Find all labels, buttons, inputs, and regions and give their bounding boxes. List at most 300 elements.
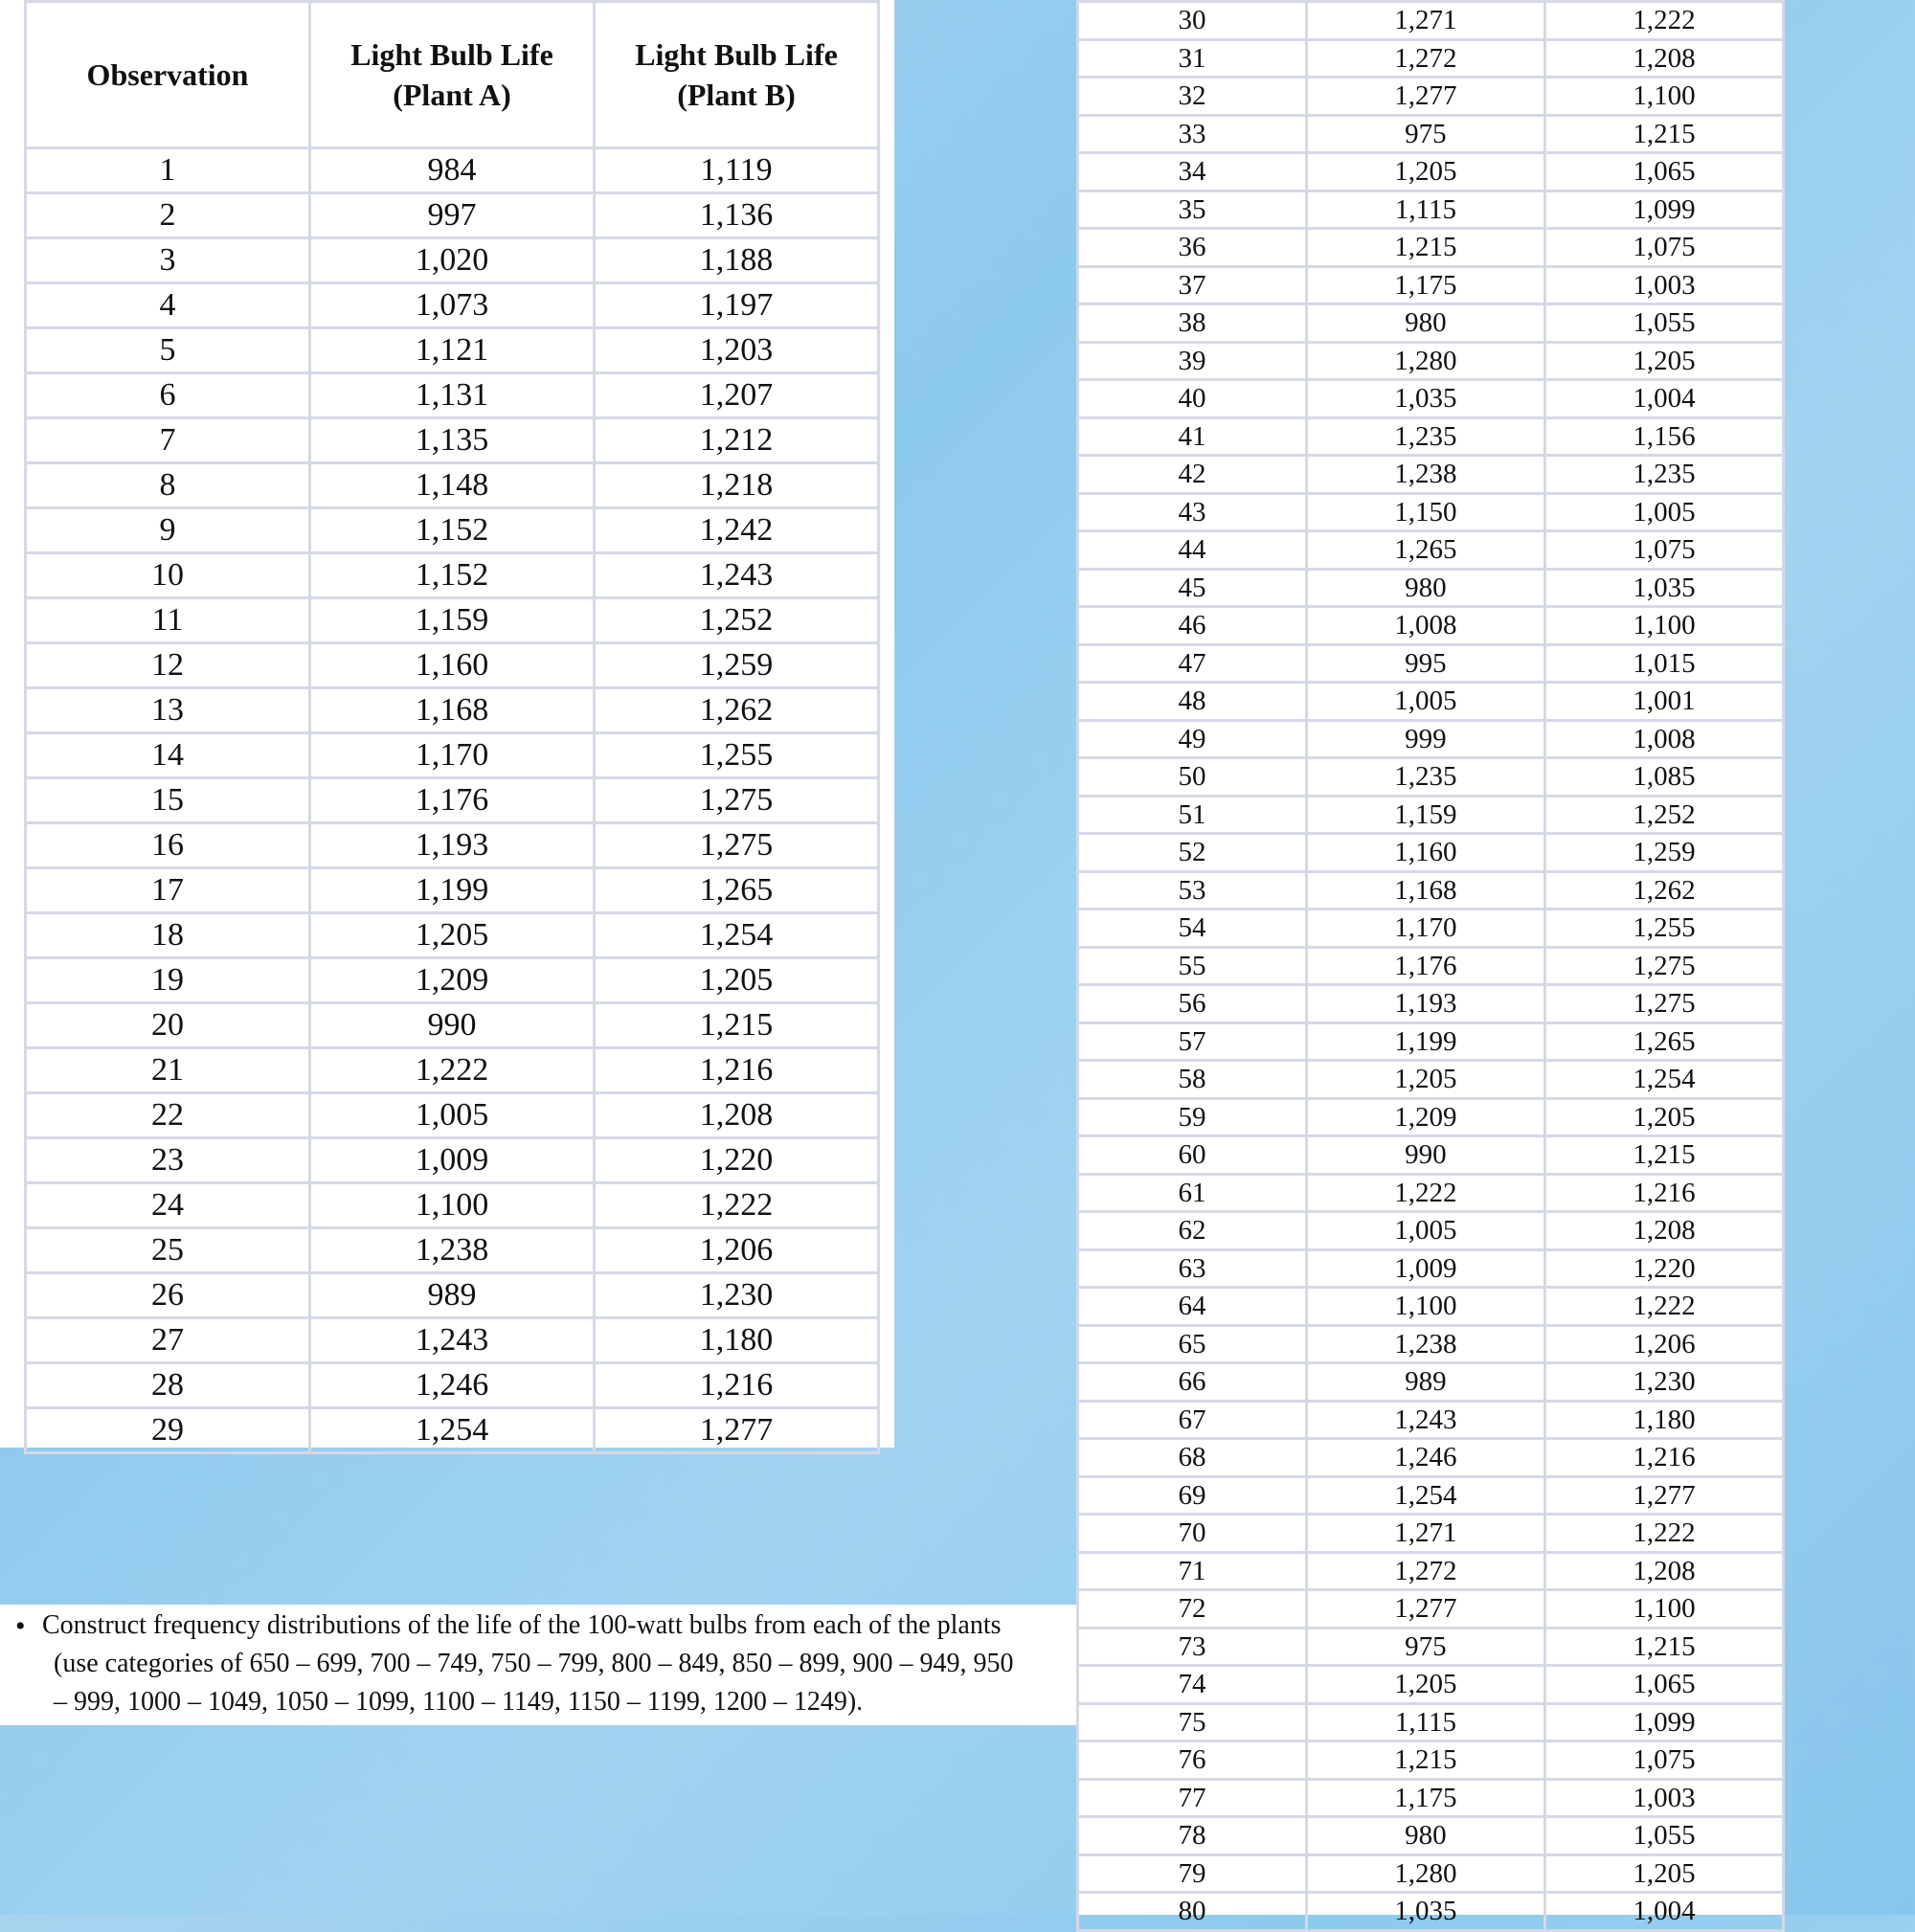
observation-cell: 13 (26, 688, 310, 733)
table-row (1078, 342, 1784, 380)
table-row (1078, 644, 1784, 683)
plant-a-cell: 1,254 (310, 1408, 595, 1453)
table-row (26, 1273, 879, 1318)
plant-b-cell: 1,222 (1544, 1288, 1783, 1326)
observation-cell: 76 (1078, 1741, 1307, 1780)
observation-cell: 68 (1078, 1439, 1307, 1477)
plant-a-cell: 1,009 (1306, 1249, 1544, 1288)
plant-b-cell: 1,255 (1544, 910, 1783, 948)
plant-a-cell: 1,193 (310, 823, 595, 868)
instruction-line-2: (use categories of 650 – 699, 700 – 749, 750 – 799, 800 – 849, 850 – 899, 900 – 949, 950 (54, 1649, 1014, 1678)
observation-cell: 16 (26, 823, 310, 868)
plant-b-cell: 1,212 (595, 418, 879, 463)
observation-cell: 33 (1078, 115, 1307, 153)
header-plant-a: Light Bulb Life (Plant A) (310, 2, 595, 148)
plant-a-cell: 1,005 (310, 1093, 595, 1138)
plant-a-cell: 1,159 (1306, 796, 1544, 834)
plant-b-cell: 1,235 (1544, 456, 1783, 494)
plant-a-cell: 1,009 (310, 1138, 595, 1183)
observation-cell: 15 (26, 778, 310, 823)
header-plant-b: Light Bulb Life (Plant B) (595, 2, 879, 148)
observation-cell: 28 (26, 1363, 310, 1408)
plant-b-cell: 1,254 (1544, 1061, 1783, 1099)
table-row (1078, 1590, 1784, 1629)
table-row (26, 1318, 879, 1363)
observation-cell: 59 (1078, 1098, 1307, 1136)
observation-cell: 47 (1078, 644, 1307, 683)
plant-b-cell: 1,180 (595, 1318, 879, 1363)
table-row (26, 913, 879, 958)
table-row (1078, 1022, 1784, 1061)
plant-a-cell: 1,246 (310, 1363, 595, 1408)
plant-a-cell: 980 (1306, 1817, 1544, 1855)
table-row (1078, 1854, 1784, 1893)
plant-a-cell: 1,159 (310, 598, 595, 643)
table-row (1078, 1363, 1784, 1402)
table-row (26, 1228, 879, 1273)
plant-b-cell: 1,216 (595, 1363, 879, 1408)
plant-a-cell: 980 (1306, 569, 1544, 607)
table-row (26, 553, 879, 598)
plant-b-cell: 1,222 (595, 1183, 879, 1228)
observation-cell: 29 (26, 1408, 310, 1453)
plant-b-cell: 1,222 (1544, 1515, 1783, 1553)
plant-a-cell: 995 (1306, 644, 1544, 683)
table-row (1078, 1136, 1784, 1175)
observation-cell: 52 (1078, 834, 1307, 872)
table-row (26, 598, 879, 643)
observation-cell: 34 (1078, 153, 1307, 191)
observation-cell: 58 (1078, 1061, 1307, 1099)
observation-cell: 74 (1078, 1666, 1307, 1704)
plant-a-cell: 1,152 (310, 508, 595, 553)
observation-cell: 21 (26, 1048, 310, 1093)
plant-b-cell: 1,220 (595, 1138, 879, 1183)
plant-b-cell: 1,065 (1544, 1666, 1783, 1704)
table-header-row (26, 2, 879, 148)
table-row (1078, 531, 1784, 570)
table-row (1078, 834, 1784, 872)
plant-a-cell: 1,209 (310, 958, 595, 1003)
observation-cell: 14 (26, 733, 310, 778)
plant-a-cell: 1,168 (1306, 871, 1544, 910)
observation-cell: 9 (26, 508, 310, 553)
table-row (1078, 115, 1784, 153)
plant-b-cell: 1,242 (595, 508, 879, 553)
observation-cell: 17 (26, 868, 310, 913)
plant-b-cell: 1,215 (1544, 1136, 1783, 1175)
plant-b-cell: 1,218 (595, 463, 879, 508)
observation-cell: 72 (1078, 1590, 1307, 1629)
plant-a-cell: 1,020 (310, 238, 595, 283)
plant-a-cell: 1,243 (310, 1318, 595, 1363)
plant-a-cell: 1,280 (1306, 1854, 1544, 1893)
plant-b-cell: 1,208 (595, 1093, 879, 1138)
plant-a-cell: 1,199 (1306, 1022, 1544, 1061)
plant-b-cell: 1,216 (1544, 1174, 1783, 1212)
plant-a-cell: 1,160 (1306, 834, 1544, 872)
table-row (26, 1048, 879, 1093)
table-row (1078, 78, 1784, 116)
table-row (1078, 1061, 1784, 1099)
plant-a-cell: 1,148 (310, 463, 595, 508)
plant-a-cell: 1,280 (1306, 342, 1544, 380)
observation-cell: 18 (26, 913, 310, 958)
observation-cell: 77 (1078, 1779, 1307, 1817)
table-row (26, 328, 879, 373)
observation-cell: 40 (1078, 380, 1307, 418)
plant-a-cell: 1,131 (310, 373, 595, 418)
table-row (1078, 607, 1784, 645)
observation-cell: 3 (26, 238, 310, 283)
plant-a-cell: 975 (1306, 1628, 1544, 1666)
plant-b-cell: 1,207 (595, 373, 879, 418)
plant-b-cell: 1,243 (595, 553, 879, 598)
plant-b-cell: 1,265 (595, 868, 879, 913)
plant-a-cell: 1,235 (1306, 417, 1544, 456)
plant-a-cell: 1,176 (1306, 947, 1544, 985)
plant-b-cell: 1,275 (1544, 985, 1783, 1023)
observation-cell: 45 (1078, 569, 1307, 607)
plant-a-cell: 1,115 (1306, 1703, 1544, 1741)
right-table-panel (1076, 0, 1785, 1927)
table-row (1078, 985, 1784, 1023)
observation-cell: 35 (1078, 191, 1307, 229)
plant-b-cell: 1,075 (1544, 1741, 1783, 1780)
table-row (26, 238, 879, 283)
table-row (26, 1363, 879, 1408)
table-row (1078, 229, 1784, 267)
instruction-box (0, 1605, 1076, 1725)
plant-a-cell: 997 (310, 193, 595, 238)
plant-b-cell: 1,100 (1544, 1590, 1783, 1629)
observation-cell: 1 (26, 148, 310, 193)
table-row (26, 1183, 879, 1228)
plant-a-cell: 1,115 (1306, 191, 1544, 229)
plant-a-cell: 1,035 (1306, 1893, 1544, 1931)
table-row (26, 283, 879, 328)
plant-b-cell: 1,055 (1544, 304, 1783, 343)
plant-b-cell: 1,075 (1544, 229, 1783, 267)
plant-b-cell: 1,015 (1544, 644, 1783, 683)
plant-b-cell: 1,203 (595, 328, 879, 373)
plant-a-cell: 1,135 (310, 418, 595, 463)
plant-a-cell: 1,150 (1306, 493, 1544, 531)
table-row (1078, 2, 1784, 40)
plant-b-cell: 1,188 (595, 238, 879, 283)
observation-cell: 60 (1078, 1136, 1307, 1175)
table-row (1078, 1628, 1784, 1666)
plant-b-cell: 1,215 (595, 1003, 879, 1048)
plant-a-cell: 1,170 (310, 733, 595, 778)
table-row (26, 1093, 879, 1138)
observation-cell: 51 (1078, 796, 1307, 834)
table-row (1078, 1249, 1784, 1288)
observation-cell: 4 (26, 283, 310, 328)
observation-cell: 75 (1078, 1703, 1307, 1741)
observation-cell: 80 (1078, 1893, 1307, 1931)
plant-b-cell: 1,065 (1544, 153, 1783, 191)
observation-cell: 12 (26, 643, 310, 688)
observation-cell: 49 (1078, 720, 1307, 758)
observation-cell: 6 (26, 373, 310, 418)
plant-b-cell: 1,275 (595, 823, 879, 868)
observation-cell: 22 (26, 1093, 310, 1138)
plant-b-cell: 1,001 (1544, 683, 1783, 721)
table-row (1078, 153, 1784, 191)
light-bulb-table-right (1076, 0, 1785, 1932)
plant-a-cell: 1,246 (1306, 1439, 1544, 1477)
plant-b-cell: 1,197 (595, 283, 879, 328)
plant-a-cell: 1,272 (1306, 1552, 1544, 1590)
table-row (1078, 456, 1784, 494)
table-row (26, 508, 879, 553)
table-row (26, 733, 879, 778)
table-row (26, 823, 879, 868)
plant-a-cell: 1,271 (1306, 2, 1544, 40)
observation-cell: 71 (1078, 1552, 1307, 1590)
table-row (26, 463, 879, 508)
plant-b-cell: 1,180 (1544, 1401, 1783, 1439)
table-row (1078, 1288, 1784, 1326)
table-row (26, 418, 879, 463)
plant-a-cell: 1,005 (1306, 1212, 1544, 1250)
plant-b-cell: 1,262 (595, 688, 879, 733)
observation-cell: 37 (1078, 266, 1307, 304)
plant-a-cell: 1,199 (310, 868, 595, 913)
table-row (1078, 1098, 1784, 1136)
table-row (1078, 191, 1784, 229)
bullet-icon: • (15, 1610, 26, 1642)
plant-b-cell: 1,230 (1544, 1363, 1783, 1402)
plant-b-cell: 1,003 (1544, 1779, 1783, 1817)
observation-cell: 69 (1078, 1476, 1307, 1515)
table-row (26, 373, 879, 418)
plant-b-cell: 1,252 (595, 598, 879, 643)
table-row (1078, 683, 1784, 721)
plant-b-cell: 1,003 (1544, 266, 1783, 304)
table-row (1078, 493, 1784, 531)
table-row (1078, 266, 1784, 304)
table-row (1078, 39, 1784, 78)
plant-a-cell: 1,176 (310, 778, 595, 823)
table-row (26, 1408, 879, 1453)
table-row (26, 643, 879, 688)
plant-a-cell: 1,238 (1306, 456, 1544, 494)
table-row (1078, 1552, 1784, 1590)
observation-cell: 19 (26, 958, 310, 1003)
plant-a-cell: 1,272 (1306, 39, 1544, 78)
plant-b-cell: 1,265 (1544, 1022, 1783, 1061)
plant-a-cell: 1,152 (310, 553, 595, 598)
instruction-text (42, 1606, 1067, 1721)
observation-cell: 5 (26, 328, 310, 373)
instruction-line-1: Construct frequency distributions of the life of the 100-watt bulbs from each of the plants (42, 1610, 1002, 1640)
plant-a-cell: 1,160 (310, 643, 595, 688)
plant-a-cell: 990 (1306, 1136, 1544, 1175)
plant-a-cell: 989 (1306, 1363, 1544, 1402)
table-row (1078, 1476, 1784, 1515)
plant-b-cell: 1,216 (1544, 1439, 1783, 1477)
observation-cell: 42 (1078, 456, 1307, 494)
plant-b-cell: 1,100 (1544, 607, 1783, 645)
plant-a-cell: 1,175 (1306, 266, 1544, 304)
observation-cell: 7 (26, 418, 310, 463)
plant-b-cell: 1,099 (1544, 191, 1783, 229)
table-row (26, 148, 879, 193)
plant-b-cell: 1,220 (1544, 1249, 1783, 1288)
observation-cell: 24 (26, 1183, 310, 1228)
observation-cell: 30 (1078, 2, 1307, 40)
plant-a-cell: 1,121 (310, 328, 595, 373)
observation-cell: 62 (1078, 1212, 1307, 1250)
observation-cell: 25 (26, 1228, 310, 1273)
observation-cell: 38 (1078, 304, 1307, 343)
table-row (1078, 796, 1784, 834)
plant-b-cell: 1,099 (1544, 1703, 1783, 1741)
plant-a-cell: 980 (1306, 304, 1544, 343)
plant-b-cell: 1,205 (595, 958, 879, 1003)
observation-cell: 23 (26, 1138, 310, 1183)
plant-b-cell: 1,156 (1544, 417, 1783, 456)
table-row (1078, 1515, 1784, 1553)
plant-b-cell: 1,005 (1544, 493, 1783, 531)
plant-a-cell: 1,265 (1306, 531, 1544, 570)
table-row (1078, 1174, 1784, 1212)
table-row (26, 1003, 879, 1048)
table-row (1078, 417, 1784, 456)
plant-b-cell: 1,136 (595, 193, 879, 238)
light-bulb-table-left (24, 0, 880, 1454)
plant-b-cell: 1,230 (595, 1273, 879, 1318)
plant-b-cell: 1,259 (1544, 834, 1783, 872)
plant-a-cell: 1,254 (1306, 1476, 1544, 1515)
plant-b-cell: 1,222 (1544, 2, 1783, 40)
table-row (1078, 1741, 1784, 1780)
plant-b-cell: 1,008 (1544, 720, 1783, 758)
observation-cell: 44 (1078, 531, 1307, 570)
table-row (26, 778, 879, 823)
table-row (1078, 720, 1784, 758)
plant-a-cell: 1,277 (1306, 1590, 1544, 1629)
observation-cell: 70 (1078, 1515, 1307, 1553)
table-row (26, 193, 879, 238)
plant-b-cell: 1,259 (595, 643, 879, 688)
plant-a-cell: 1,175 (1306, 1779, 1544, 1817)
observation-cell: 53 (1078, 871, 1307, 910)
observation-cell: 67 (1078, 1401, 1307, 1439)
plant-b-cell: 1,277 (1544, 1476, 1783, 1515)
plant-a-cell: 1,222 (310, 1048, 595, 1093)
table-row (1078, 910, 1784, 948)
observation-cell: 65 (1078, 1325, 1307, 1363)
plant-a-cell: 1,277 (1306, 78, 1544, 116)
table-row (1078, 1325, 1784, 1363)
observation-cell: 64 (1078, 1288, 1307, 1326)
plant-b-cell: 1,252 (1544, 796, 1783, 834)
observation-cell: 46 (1078, 607, 1307, 645)
plant-b-cell: 1,254 (595, 913, 879, 958)
plant-b-cell: 1,004 (1544, 1893, 1783, 1931)
observation-cell: 20 (26, 1003, 310, 1048)
table-row (1078, 947, 1784, 985)
plant-a-cell: 1,243 (1306, 1401, 1544, 1439)
plant-a-cell: 1,215 (1306, 1741, 1544, 1780)
observation-cell: 78 (1078, 1817, 1307, 1855)
plant-a-cell: 1,209 (1306, 1098, 1544, 1136)
plant-b-cell: 1,208 (1544, 1552, 1783, 1590)
plant-a-cell: 1,235 (1306, 758, 1544, 797)
plant-b-cell: 1,035 (1544, 569, 1783, 607)
plant-a-cell: 1,205 (310, 913, 595, 958)
plant-b-cell: 1,277 (595, 1408, 879, 1453)
observation-cell: 63 (1078, 1249, 1307, 1288)
plant-b-cell: 1,205 (1544, 1098, 1783, 1136)
plant-a-cell: 1,271 (1306, 1515, 1544, 1553)
plant-a-cell: 1,035 (1306, 380, 1544, 418)
observation-cell: 50 (1078, 758, 1307, 797)
observation-cell: 10 (26, 553, 310, 598)
observation-cell: 26 (26, 1273, 310, 1318)
plant-a-cell: 999 (1306, 720, 1544, 758)
plant-a-cell: 1,205 (1306, 153, 1544, 191)
plant-b-cell: 1,205 (1544, 1854, 1783, 1893)
observation-cell: 66 (1078, 1363, 1307, 1402)
plant-b-cell: 1,262 (1544, 871, 1783, 910)
left-table-panel (0, 0, 894, 1448)
observation-cell: 41 (1078, 417, 1307, 456)
plant-b-cell: 1,215 (1544, 1628, 1783, 1666)
plant-b-cell: 1,208 (1544, 39, 1783, 78)
plant-a-cell: 990 (310, 1003, 595, 1048)
observation-cell: 54 (1078, 910, 1307, 948)
observation-cell: 56 (1078, 985, 1307, 1023)
table-row (1078, 1401, 1784, 1439)
observation-cell: 55 (1078, 947, 1307, 985)
observation-cell: 48 (1078, 683, 1307, 721)
observation-cell: 57 (1078, 1022, 1307, 1061)
table-row (1078, 1439, 1784, 1477)
plant-a-cell: 1,238 (1306, 1325, 1544, 1363)
plant-b-cell: 1,055 (1544, 1817, 1783, 1855)
plant-b-cell: 1,216 (595, 1048, 879, 1093)
instruction-line-3: – 999, 1000 – 1049, 1050 – 1099, 1100 – 1149, 1150 – 1199, 1200 – 1249). (54, 1687, 864, 1717)
table-row (1078, 1893, 1784, 1931)
plant-b-cell: 1,100 (1544, 78, 1783, 116)
observation-cell: 43 (1078, 493, 1307, 531)
plant-b-cell: 1,206 (1544, 1325, 1783, 1363)
table-row (1078, 1779, 1784, 1817)
plant-a-cell: 1,100 (1306, 1288, 1544, 1326)
table-row (1078, 1817, 1784, 1855)
plant-a-cell: 989 (310, 1273, 595, 1318)
plant-b-cell: 1,119 (595, 148, 879, 193)
table-row (1078, 1666, 1784, 1704)
observation-cell: 79 (1078, 1854, 1307, 1893)
plant-b-cell: 1,275 (1544, 947, 1783, 985)
observation-cell: 11 (26, 598, 310, 643)
plant-a-cell: 1,222 (1306, 1174, 1544, 1212)
table-row (1078, 304, 1784, 343)
plant-b-cell: 1,085 (1544, 758, 1783, 797)
observation-cell: 31 (1078, 39, 1307, 78)
table-row (1078, 1703, 1784, 1741)
plant-a-cell: 984 (310, 148, 595, 193)
plant-b-cell: 1,215 (1544, 115, 1783, 153)
plant-a-cell: 1,100 (310, 1183, 595, 1228)
observation-cell: 61 (1078, 1174, 1307, 1212)
plant-a-cell: 1,238 (310, 1228, 595, 1273)
